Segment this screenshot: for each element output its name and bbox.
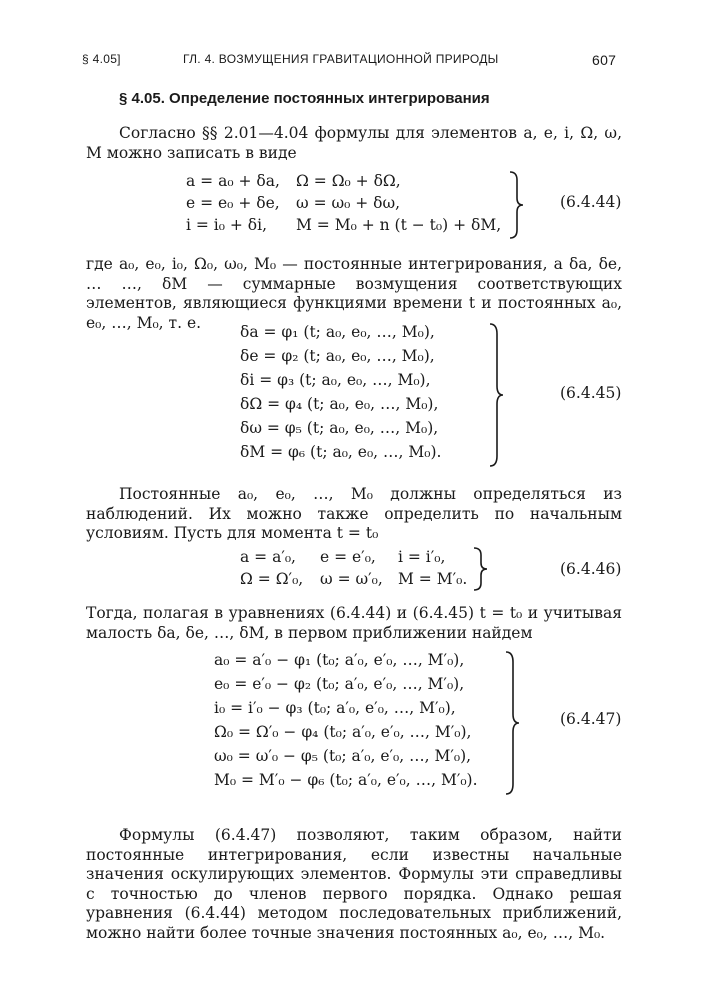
- equation-row: δΩ = φ₄ (t; a₀, e₀, …, M₀),: [240, 395, 439, 413]
- equation-row: ω₀ = ω′₀ − φ₅ (t₀; a′₀, e′₀, …, M′₀),: [214, 747, 472, 765]
- equation-term: e = e₀ + δe,: [186, 194, 280, 212]
- right-brace-icon: [472, 546, 488, 592]
- equation-term: a = a₀ + δa,: [186, 172, 280, 190]
- equation-term: Ω = Ω′₀,: [240, 570, 304, 588]
- right-brace-icon: [504, 650, 520, 796]
- paragraph-5: [86, 826, 622, 943]
- running-header-section: § 4.05]: [82, 52, 121, 66]
- section-title: § 4.05. Определение постоянных интегрирования: [119, 90, 490, 107]
- equation-term: a = a′₀,: [240, 548, 296, 566]
- equation-term: M = M₀ + n (t − t₀) + δM,: [296, 216, 502, 234]
- right-brace-icon: [508, 170, 524, 240]
- equation-6-4-46: [240, 546, 480, 592]
- running-header-chapter: ГЛ. 4. ВОЗМУЩЕНИЯ ГРАВИТАЦИОННОЙ ПРИРОДЫ: [183, 52, 499, 66]
- equation-row: [186, 192, 506, 214]
- equation-row: δω = φ₅ (t; a₀, e₀, …, M₀),: [240, 419, 439, 437]
- equation-row: δi = φ₃ (t; a₀, e₀, …, M₀),: [240, 371, 431, 389]
- equation-row: Ω₀ = Ω′₀ − φ₄ (t₀; a′₀, e′₀, …, M′₀),: [214, 723, 472, 741]
- equation-row: a₀ = a′₀ − φ₁ (t₀; a′₀, e′₀, …, M′₀),: [214, 651, 465, 669]
- equation-term: Ω = Ω₀ + δΩ,: [296, 172, 401, 190]
- equation-row: [240, 568, 480, 590]
- paragraph-3: [86, 485, 622, 544]
- equation-term: i = i₀ + δi,: [186, 216, 268, 234]
- equation-row: [240, 546, 480, 568]
- equation-row: δa = φ₁ (t; a₀, e₀, …, M₀),: [240, 323, 435, 341]
- equation-term: M = M′₀.: [398, 570, 468, 588]
- equation-row: i₀ = i′₀ − φ₃ (t₀; a′₀, e′₀, …, M′₀),: [214, 699, 456, 717]
- paragraph-4-text: Тогда, полагая в уравнениях (6.4.44) и (6.4.45) t = t₀ и учитывая малость δa, δe, …, δM, в первом приближении найдем: [86, 604, 622, 642]
- equation-row: M₀ = M′₀ − φ₆ (t₀; a′₀, e′₀, …, M′₀).: [214, 771, 478, 789]
- equation-row: [186, 214, 506, 236]
- paragraph-2-text: где a₀, e₀, i₀, Ω₀, ω₀, M₀ — постоянные интегрирования, а δa, δe, … …, δM — суммарные возмущения соответствующих элементов, являющиеся функциями времени t и постоянных a₀, e₀, …, M₀, т. е.: [86, 255, 622, 332]
- page-number: 607: [592, 52, 617, 68]
- paragraph-5-text: Формулы (6.4.47) позволяют, таким образом, найти постоянные интегрирования, если известны начальные значения оскулирующих элементов. Формулы эти справедливы с точностью до членов первого порядка. Однако решая уравнения (6.4.44) методом последовательных приближений, можно найти более точные значения постоянных a₀, e₀, …, M₀.: [86, 826, 622, 942]
- equation-6-4-47: [214, 648, 504, 792]
- equation-term: ω = ω′₀,: [320, 570, 383, 588]
- equation-number: (6.4.45): [560, 384, 622, 402]
- equation-number: (6.4.46): [560, 560, 622, 578]
- equation-term: i = i′₀,: [398, 548, 446, 566]
- right-brace-icon: [488, 322, 504, 468]
- equation-row: [186, 170, 506, 192]
- paragraph-1-text: Согласно §§ 2.01—4.04 формулы для элементов a, e, i, Ω, ω, M можно записать в виде: [86, 124, 622, 162]
- equation-6-4-44: [186, 170, 506, 238]
- equation-row: δM = φ₆ (t; a₀, e₀, …, M₀).: [240, 443, 442, 461]
- paragraph-4: [86, 604, 622, 643]
- equation-row: δe = φ₂ (t; a₀, e₀, …, M₀),: [240, 347, 435, 365]
- equation-6-4-45: [240, 320, 480, 464]
- paragraph-1: [86, 124, 622, 163]
- equation-number: (6.4.44): [560, 193, 622, 211]
- paragraph-3-text: Постоянные a₀, e₀, …, M₀ должны определяться из наблюдений. Их можно также определить по начальным условиям. Пусть для момента t = t₀: [86, 485, 622, 542]
- equation-term: ω = ω₀ + δω,: [296, 194, 401, 212]
- equation-row: e₀ = e′₀ − φ₂ (t₀; a′₀, e′₀, …, M′₀),: [214, 675, 465, 693]
- equation-number: (6.4.47): [560, 710, 622, 728]
- equation-term: e = e′₀,: [320, 548, 376, 566]
